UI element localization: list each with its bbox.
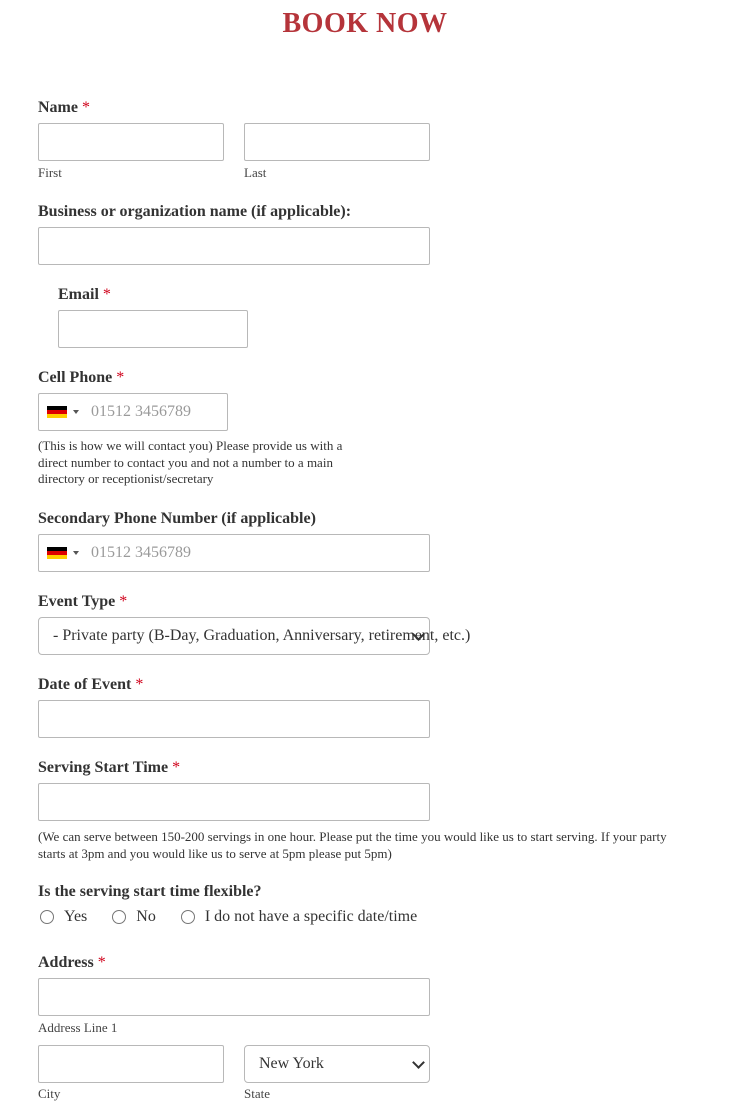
event-type-value: - Private party (B-Day, Graduation, Anniversary, retirement, etc.) bbox=[53, 627, 471, 644]
secondary-phone-label: Secondary Phone Number (if applicable) bbox=[38, 510, 316, 527]
radio-no[interactable] bbox=[112, 910, 126, 924]
email-input[interactable] bbox=[58, 310, 248, 348]
name-label bbox=[38, 99, 90, 117]
state-sublabel: State bbox=[244, 1086, 270, 1101]
flexible-label: Is the serving start time flexible? bbox=[38, 883, 262, 900]
event-type-select[interactable] bbox=[38, 617, 471, 655]
cell-phone-label bbox=[38, 369, 124, 387]
germany-flag-icon bbox=[47, 406, 67, 418]
country-selector[interactable] bbox=[39, 535, 83, 571]
cell-phone-help: (This is how we will contact you) Please provide us with a direct number to contact you and not a number to a main directory or receptionist/secretary bbox=[38, 438, 343, 486]
required-mark: * bbox=[102, 286, 111, 303]
last-name-sublabel: Last bbox=[244, 165, 267, 180]
cell-phone-input[interactable] bbox=[38, 393, 228, 431]
city-sublabel: City bbox=[38, 1086, 61, 1101]
address-line1-input[interactable] bbox=[38, 978, 430, 1016]
flexible-options bbox=[40, 908, 417, 926]
event-type-label-text: Event Type bbox=[38, 593, 116, 610]
first-name-sublabel: First bbox=[38, 165, 62, 180]
address-label-text: Address bbox=[38, 954, 94, 971]
business-label: Business or organization name (if applicable): bbox=[38, 203, 352, 220]
chevron-down-icon bbox=[412, 1056, 425, 1069]
radio-no-label[interactable]: No bbox=[136, 908, 156, 925]
germany-flag-icon bbox=[47, 547, 67, 559]
last-name-input[interactable] bbox=[244, 123, 430, 161]
page-title: BOOK NOW bbox=[282, 8, 448, 39]
name-label-text: Name bbox=[38, 99, 78, 116]
radio-no-specific-date[interactable] bbox=[181, 910, 195, 924]
required-mark: * bbox=[119, 593, 128, 610]
business-input[interactable] bbox=[38, 227, 430, 265]
cell-phone-placeholder: 01512 3456789 bbox=[91, 403, 191, 420]
address-label bbox=[38, 954, 106, 972]
caret-down-icon bbox=[73, 410, 79, 414]
event-type-label bbox=[38, 593, 127, 611]
required-mark: * bbox=[135, 676, 144, 693]
secondary-phone-input[interactable] bbox=[38, 534, 430, 572]
radio-yes[interactable] bbox=[40, 910, 54, 924]
date-of-event-label bbox=[38, 676, 143, 694]
serving-start-label bbox=[38, 759, 180, 777]
required-mark: * bbox=[81, 99, 90, 116]
radio-yes-label[interactable]: Yes bbox=[64, 908, 88, 925]
email-label-text: Email bbox=[58, 286, 99, 303]
state-value: New York bbox=[259, 1055, 324, 1072]
required-mark: * bbox=[97, 954, 106, 971]
cell-phone-label-text: Cell Phone bbox=[38, 369, 113, 386]
serving-start-help: (We can serve between 150-200 servings in one hour. Please put the time you would like us to start serving. If your party starts at 3pm and you would like us to serve at 5pm please put 5pm) bbox=[38, 829, 667, 861]
first-name-input[interactable] bbox=[38, 123, 224, 161]
required-mark: * bbox=[172, 759, 181, 776]
city-input[interactable] bbox=[38, 1045, 224, 1083]
caret-down-icon bbox=[73, 551, 79, 555]
serving-start-input[interactable] bbox=[38, 783, 430, 821]
country-selector[interactable] bbox=[39, 394, 83, 430]
state-select[interactable] bbox=[244, 1045, 430, 1083]
date-of-event-input[interactable] bbox=[38, 700, 430, 738]
email-label bbox=[58, 286, 111, 304]
required-mark: * bbox=[116, 369, 125, 386]
address-line1-sublabel: Address Line 1 bbox=[38, 1020, 118, 1035]
date-of-event-label-text: Date of Event bbox=[38, 676, 132, 693]
serving-start-label-text: Serving Start Time bbox=[38, 759, 169, 776]
secondary-phone-placeholder: 01512 3456789 bbox=[91, 544, 191, 561]
radio-no-specific-date-label[interactable]: I do not have a specific date/time bbox=[204, 908, 418, 925]
